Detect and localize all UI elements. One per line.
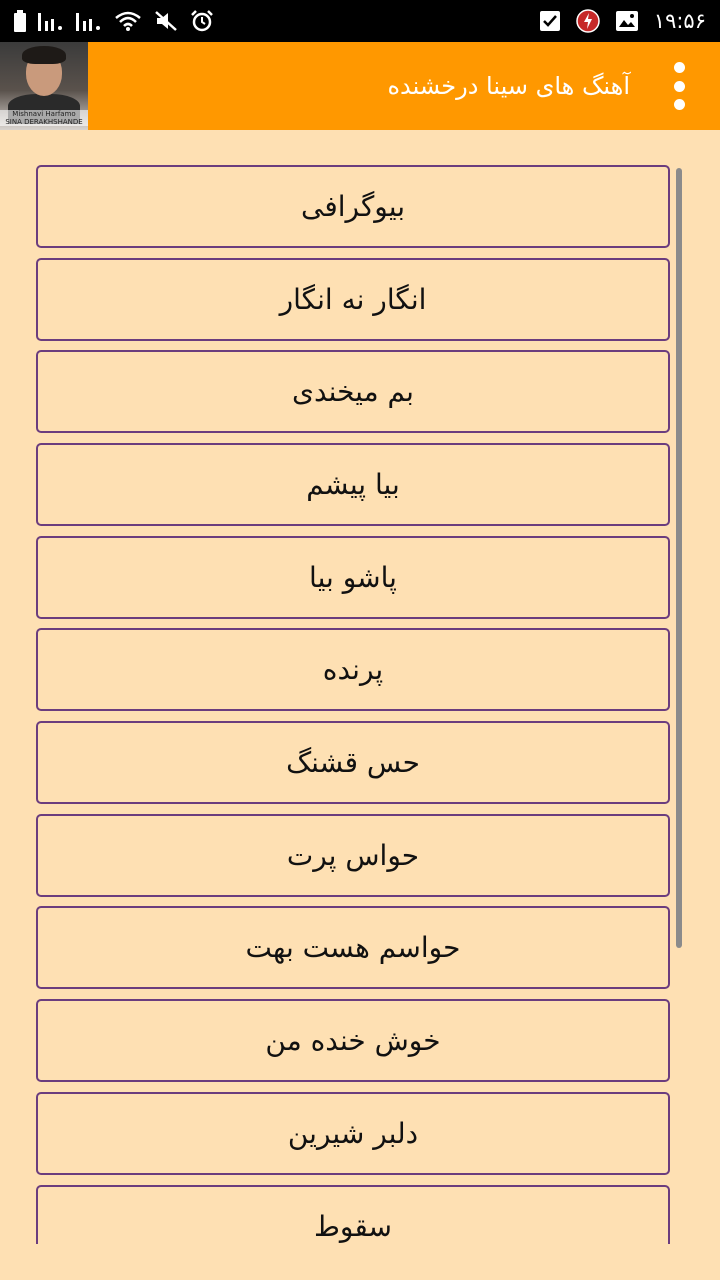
checkbox-notification-icon <box>540 11 560 31</box>
song-item-label: بیوگرافی <box>301 190 405 223</box>
menu-dot-icon <box>674 62 685 73</box>
avatar-hair <box>22 46 66 64</box>
scrollbar[interactable] <box>676 168 682 948</box>
overflow-menu-button[interactable] <box>672 62 686 110</box>
menu-dot-icon <box>674 99 685 110</box>
alarm-icon <box>190 10 214 32</box>
song-item-label: پرنده <box>322 653 384 686</box>
song-item[interactable] <box>36 999 670 1082</box>
song-item[interactable] <box>36 814 670 897</box>
song-item[interactable] <box>36 1092 670 1175</box>
song-item-label: پاشو بیا <box>309 561 397 594</box>
song-item-label: خوش خنده من <box>265 1024 441 1057</box>
song-item-label: دلبر شیرین <box>287 1117 419 1150</box>
song-item-label: سقوط <box>314 1210 392 1243</box>
song-item[interactable] <box>36 443 670 526</box>
status-icons-right <box>540 8 706 34</box>
wifi-icon <box>114 10 142 32</box>
song-item[interactable] <box>36 628 670 711</box>
avatar-caption <box>0 110 88 126</box>
app-bar <box>0 42 720 130</box>
menu-dot-icon <box>674 81 685 92</box>
song-item-label: بم میخندی <box>292 375 414 408</box>
signal-bars-icon <box>76 11 102 31</box>
avatar <box>0 42 88 130</box>
song-list[interactable] <box>0 130 720 1244</box>
mute-icon <box>154 10 178 32</box>
flash-notification-icon <box>576 9 600 33</box>
song-item-label: حواسم هست بهت <box>245 931 461 964</box>
song-item-label: بیا پیشم <box>306 468 400 501</box>
song-item[interactable] <box>36 1185 670 1244</box>
app-title: آهنگ های سینا درخشنده <box>387 72 630 100</box>
song-item-label: حس قشنگ <box>286 746 420 779</box>
status-time: ۱۹:۵۶ <box>653 9 706 33</box>
avatar-caption-line2: SINA DERAKHSHANDE <box>5 118 83 126</box>
song-item[interactable] <box>36 350 670 433</box>
song-item[interactable] <box>36 906 670 989</box>
status-bar <box>0 0 720 42</box>
song-item-biography[interactable] <box>36 165 670 248</box>
song-item[interactable] <box>36 258 670 341</box>
song-item[interactable] <box>36 536 670 619</box>
signal-bars-icon <box>38 11 64 31</box>
image-notification-icon <box>616 11 638 31</box>
battery-icon <box>14 10 26 32</box>
song-item-label: حواس پرت <box>286 839 420 872</box>
avatar-caption-line1: Mishnavi Harfamo <box>12 110 76 118</box>
song-item[interactable] <box>36 721 670 804</box>
status-icons-left <box>14 8 214 34</box>
song-item-label: انگار نه انگار <box>279 283 427 316</box>
